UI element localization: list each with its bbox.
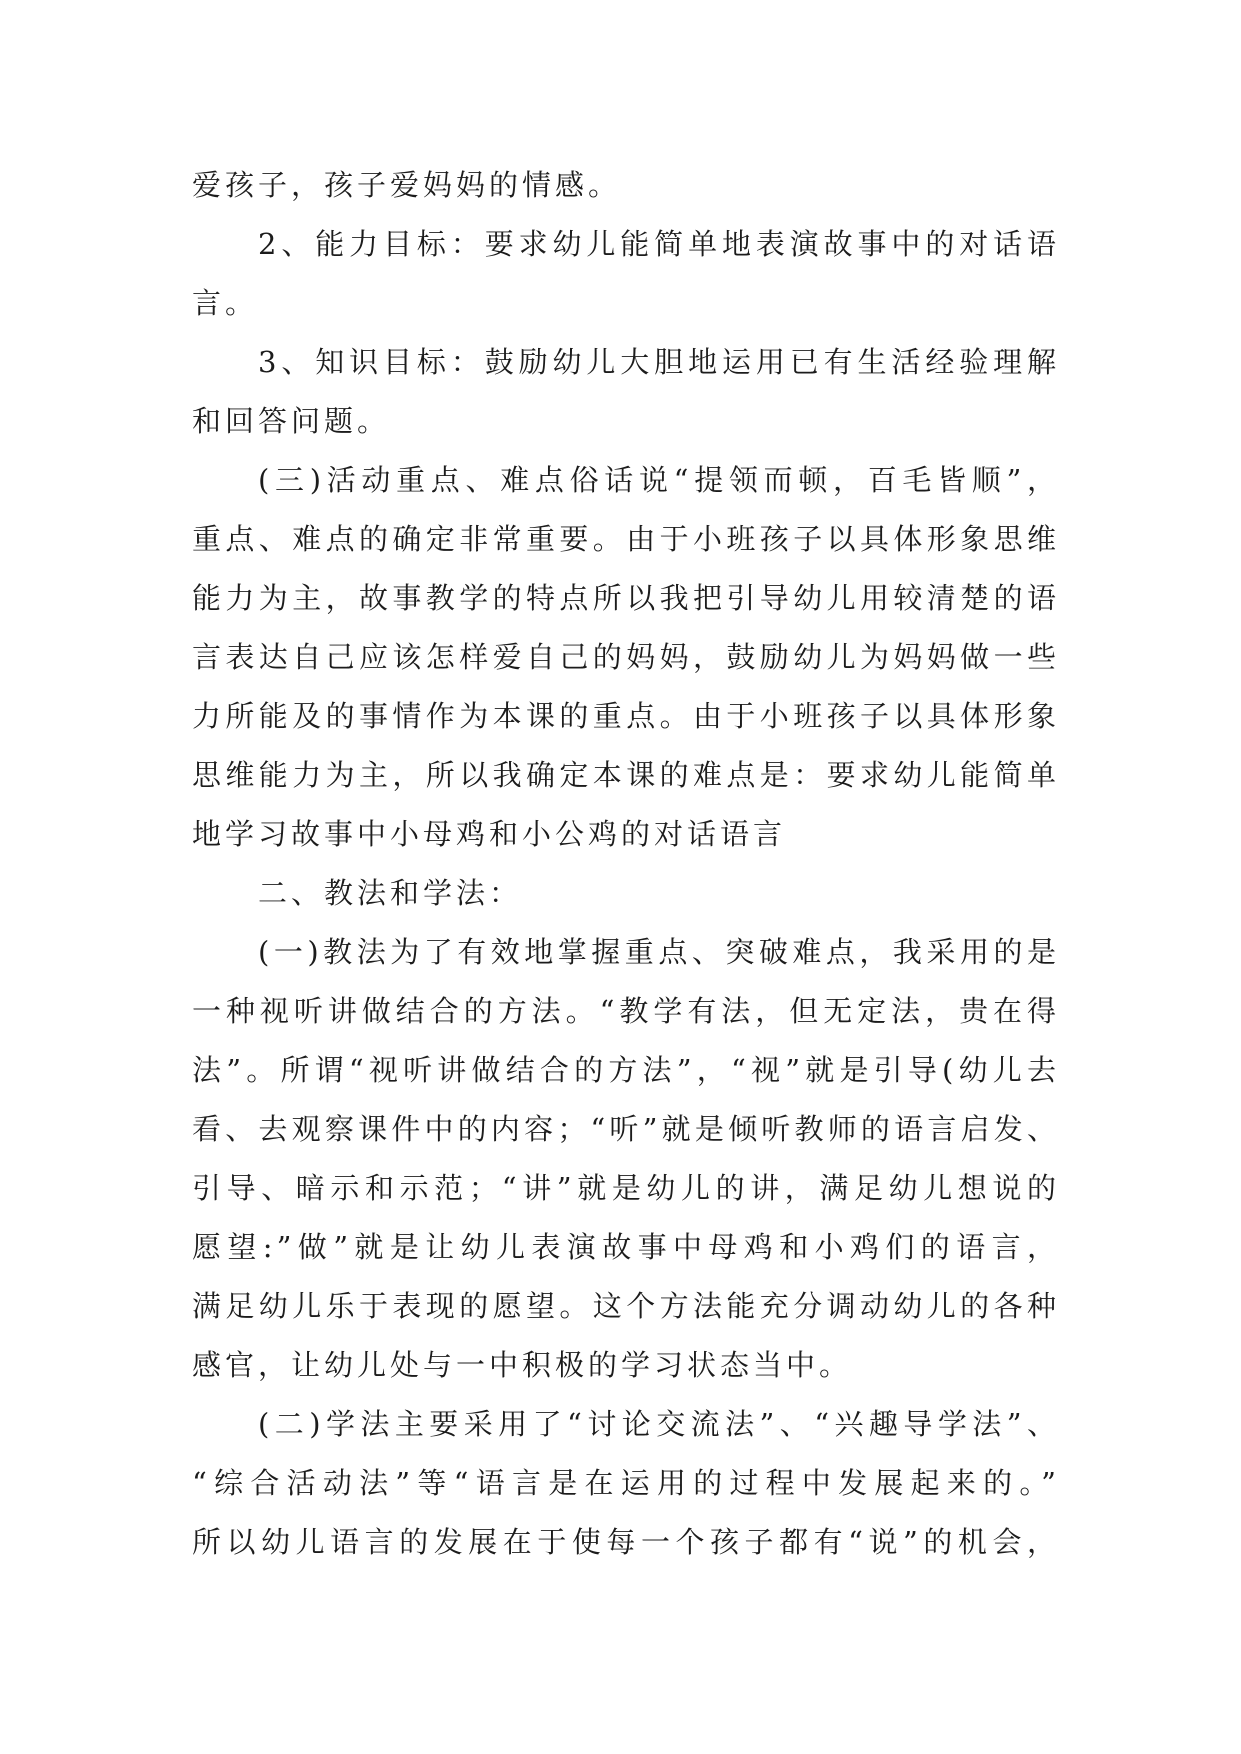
paragraph-goal-emotion-end [192,156,1060,215]
text-line: 引导、暗示和示范；“讲”就是幼儿的讲，满足幼儿想说的 [192,1171,1060,1205]
paragraph-ability-goal [192,215,1060,333]
text-line: 愿望:”做”就是让幼儿表演故事中母鸡和小鸡们的语言， [192,1230,1060,1264]
text-line: 看、去观察课件中的内容；“听”就是倾听教师的语言启发、 [192,1112,1060,1146]
text-line: 法”。所谓“视听讲做结合的方法”，“视”就是引导(幼儿去 [192,1053,1060,1087]
text-line: 重点、难点的确定非常重要。由于小班孩子以具体形象思维 [192,522,1060,556]
text-line: 言。 [192,286,259,320]
text-line: 力所能及的事情作为本课的重点。由于小班孩子以具体形象 [192,699,1060,733]
text-line: (一)教法为了有效地掌握重点、突破难点，我采用的是 [258,935,1060,969]
text-line: (二)学法主要采用了“讨论交流法”、“兴趣导学法”、 [258,1407,1060,1441]
paragraph-key-points [192,451,1060,864]
text-line: 言表达自己应该怎样爱自己的妈妈，鼓励幼儿为妈妈做一些 [192,640,1060,674]
text-line: 思维能力为主，所以我确定本课的难点是：要求幼儿能简单 [192,758,1060,792]
paragraph-learning-method [192,1395,1060,1572]
text-line: 满足幼儿乐于表现的愿望。这个方法能充分调动幼儿的各种 [192,1289,1060,1323]
text-line: 地学习故事中小母鸡和小公鸡的对话语言 [192,817,787,851]
paragraph-knowledge-goal [192,333,1060,451]
text-line: 和回答问题。 [192,404,391,438]
text-line: 感官，让幼儿处与一中积极的学习状态当中。 [192,1348,853,1382]
text-line: 爱孩子，孩子爱妈妈的情感。 [192,168,622,202]
section-heading-methods [192,864,1060,923]
section-heading: 二、教法和学法： [258,876,523,910]
text-line: 3、知识目标：鼓励幼儿大胆地运用已有生活经验理解 [258,345,1060,379]
text-line: 2、能力目标：要求幼儿能简单地表演故事中的对话语 [258,227,1060,261]
paragraph-teaching-method [192,923,1060,1395]
text-line: 一种视听讲做结合的方法。“教学有法，但无定法，贵在得 [192,994,1060,1028]
text-line: 所以幼儿语言的发展在于使每一个孩子都有“说”的机会， [192,1525,1060,1559]
text-line: (三)活动重点、难点俗话说“提领而顿，百毛皆顺”， [258,463,1060,497]
text-line: 能力为主，故事教学的特点所以我把引导幼儿用较清楚的语 [192,581,1060,615]
text-line: “综合活动法”等“语言是在运用的过程中发展起来的。” [192,1466,1060,1500]
document-body [192,156,1060,1572]
